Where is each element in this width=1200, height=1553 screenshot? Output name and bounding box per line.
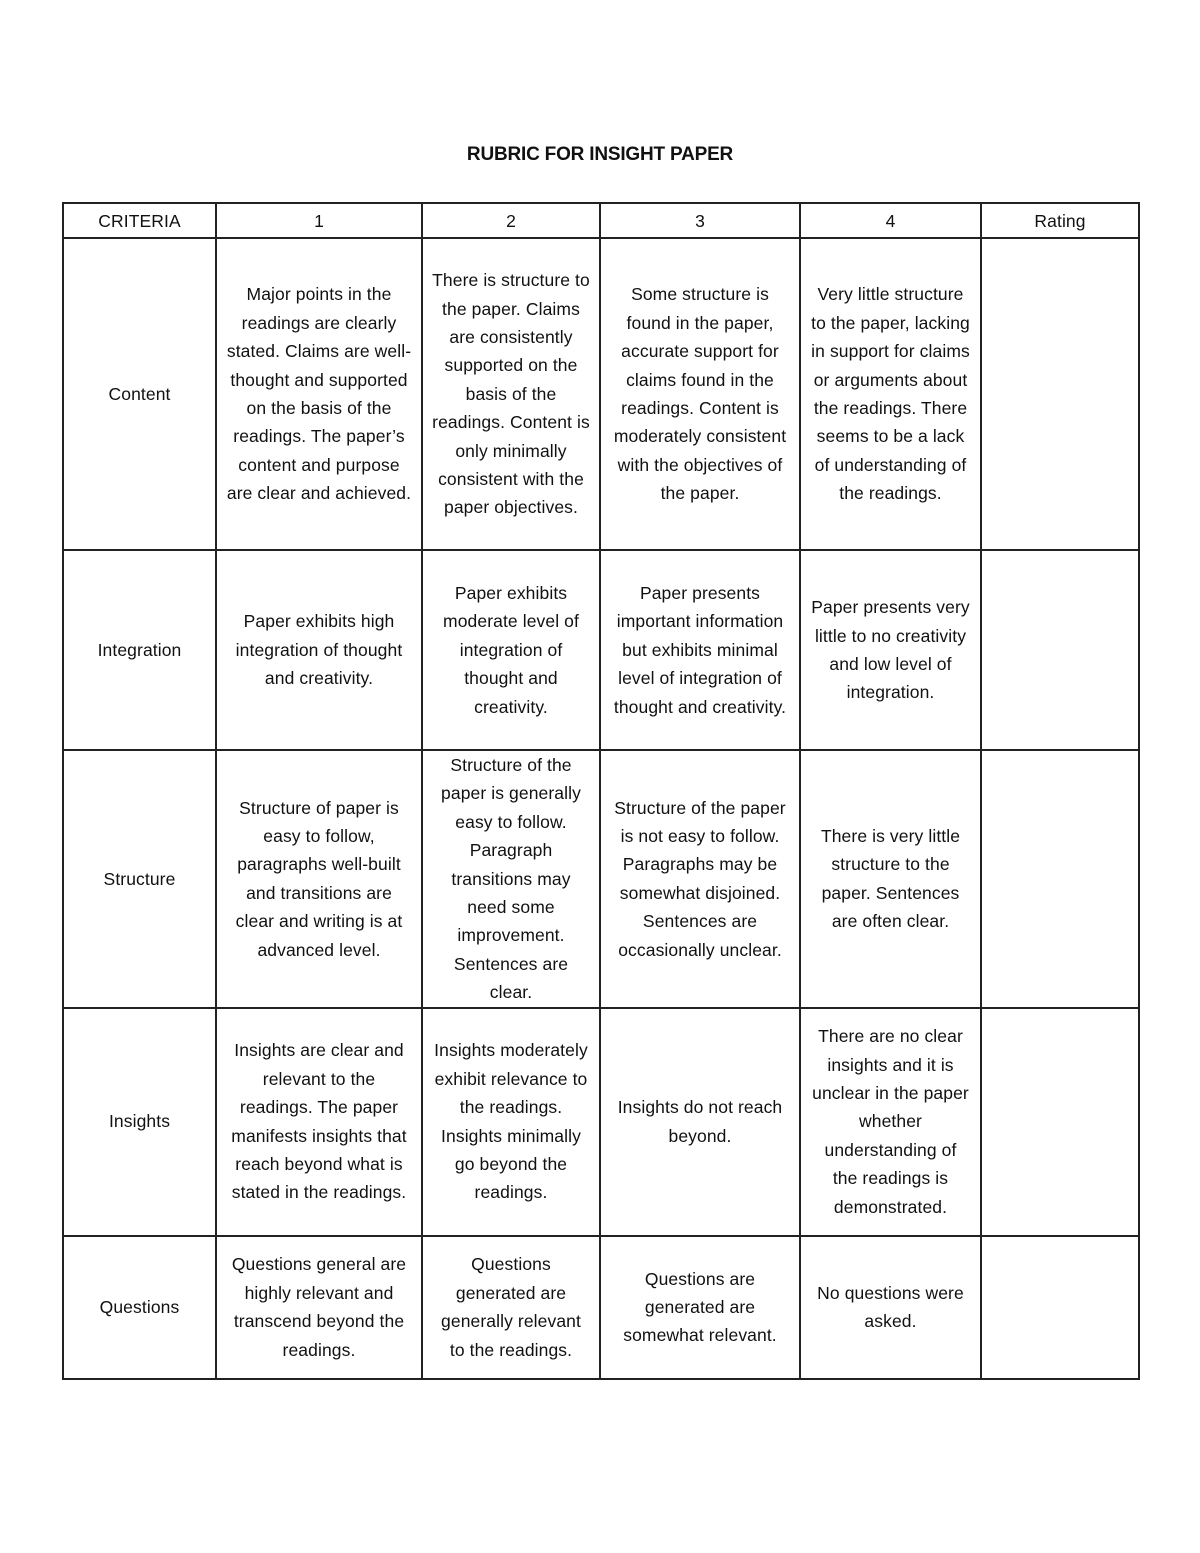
criterion-structure: Structure [63, 750, 216, 1008]
table-row [63, 1008, 1139, 1236]
insights-level-3: Insights do not reach beyond. [600, 1008, 800, 1236]
table-row [63, 1236, 1139, 1379]
insights-level-4: There are no clear insights and it is unclear in the paper whether understanding of the readings is demonstrated. [800, 1008, 981, 1236]
content-level-3: Some structure is found in the paper, accurate support for claims found in the readings. Content is moderately consistent with the objectives of the paper. [600, 238, 800, 550]
structure-level-4: There is very little structure to the paper. Sentences are often clear. [800, 750, 981, 1008]
integration-level-1: Paper exhibits high integration of thought and creativity. [216, 550, 422, 750]
structure-level-1: Structure of paper is easy to follow, paragraphs well-built and transitions are clear and writing is at advanced level. [216, 750, 422, 1008]
criterion-integration: Integration [63, 550, 216, 750]
header-criteria: CRITERIA [63, 203, 216, 238]
insights-level-1: Insights are clear and relevant to the readings. The paper manifests insights that reach beyond what is stated in the readings. [216, 1008, 422, 1236]
questions-level-3: Questions are generated are somewhat relevant. [600, 1236, 800, 1379]
questions-level-1: Questions general are highly relevant and transcend beyond the readings. [216, 1236, 422, 1379]
header-level-2: 2 [422, 203, 600, 238]
integration-rating-cell [981, 550, 1139, 750]
table-row [63, 750, 1139, 1008]
rubric-table [62, 202, 1140, 1380]
structure-rating-cell [981, 750, 1139, 1008]
table-row [63, 550, 1139, 750]
structure-level-3: Structure of the paper is not easy to follow. Paragraphs may be somewhat disjoined. Sentences are occasionally unclear. [600, 750, 800, 1008]
structure-level-2: Structure of the paper is generally easy to follow. Paragraph transitions may need some improvement. Sentences are clear. [422, 750, 600, 1008]
header-level-4: 4 [800, 203, 981, 238]
questions-level-4: No questions were asked. [800, 1236, 981, 1379]
content-level-2: There is structure to the paper. Claims are consistently supported on the basis of the readings. Content is only minimally consistent with the paper objectives. [422, 238, 600, 550]
integration-level-4: Paper presents very little to no creativity and low level of integration. [800, 550, 981, 750]
content-level-1: Major points in the readings are clearly stated. Claims are well-thought and supported on the basis of the readings. The paper’s content and purpose are clear and achieved. [216, 238, 422, 550]
insights-level-2: Insights moderately exhibit relevance to the readings. Insights minimally go beyond the readings. [422, 1008, 600, 1236]
page-title: RUBRIC FOR INSIGHT PAPER [466, 144, 734, 165]
questions-rating-cell [981, 1236, 1139, 1379]
header-level-3: 3 [600, 203, 800, 238]
content-level-4: Very little structure to the paper, lacking in support for claims or arguments about the readings. There seems to be a lack of understanding of the readings. [800, 238, 981, 550]
header-rating: Rating [981, 203, 1139, 238]
insights-rating-cell [981, 1008, 1139, 1236]
criterion-questions: Questions [63, 1236, 216, 1379]
content-rating-cell [981, 238, 1139, 550]
header-level-1: 1 [216, 203, 422, 238]
integration-level-2: Paper exhibits moderate level of integration of thought and creativity. [422, 550, 600, 750]
questions-level-2: Questions generated are generally relevant to the readings. [422, 1236, 600, 1379]
criterion-content: Content [63, 238, 216, 550]
header-row [63, 203, 1139, 238]
table-row [63, 238, 1139, 550]
integration-level-3: Paper presents important information but exhibits minimal level of integration of thought and creativity. [600, 550, 800, 750]
criterion-insights: Insights [63, 1008, 216, 1236]
